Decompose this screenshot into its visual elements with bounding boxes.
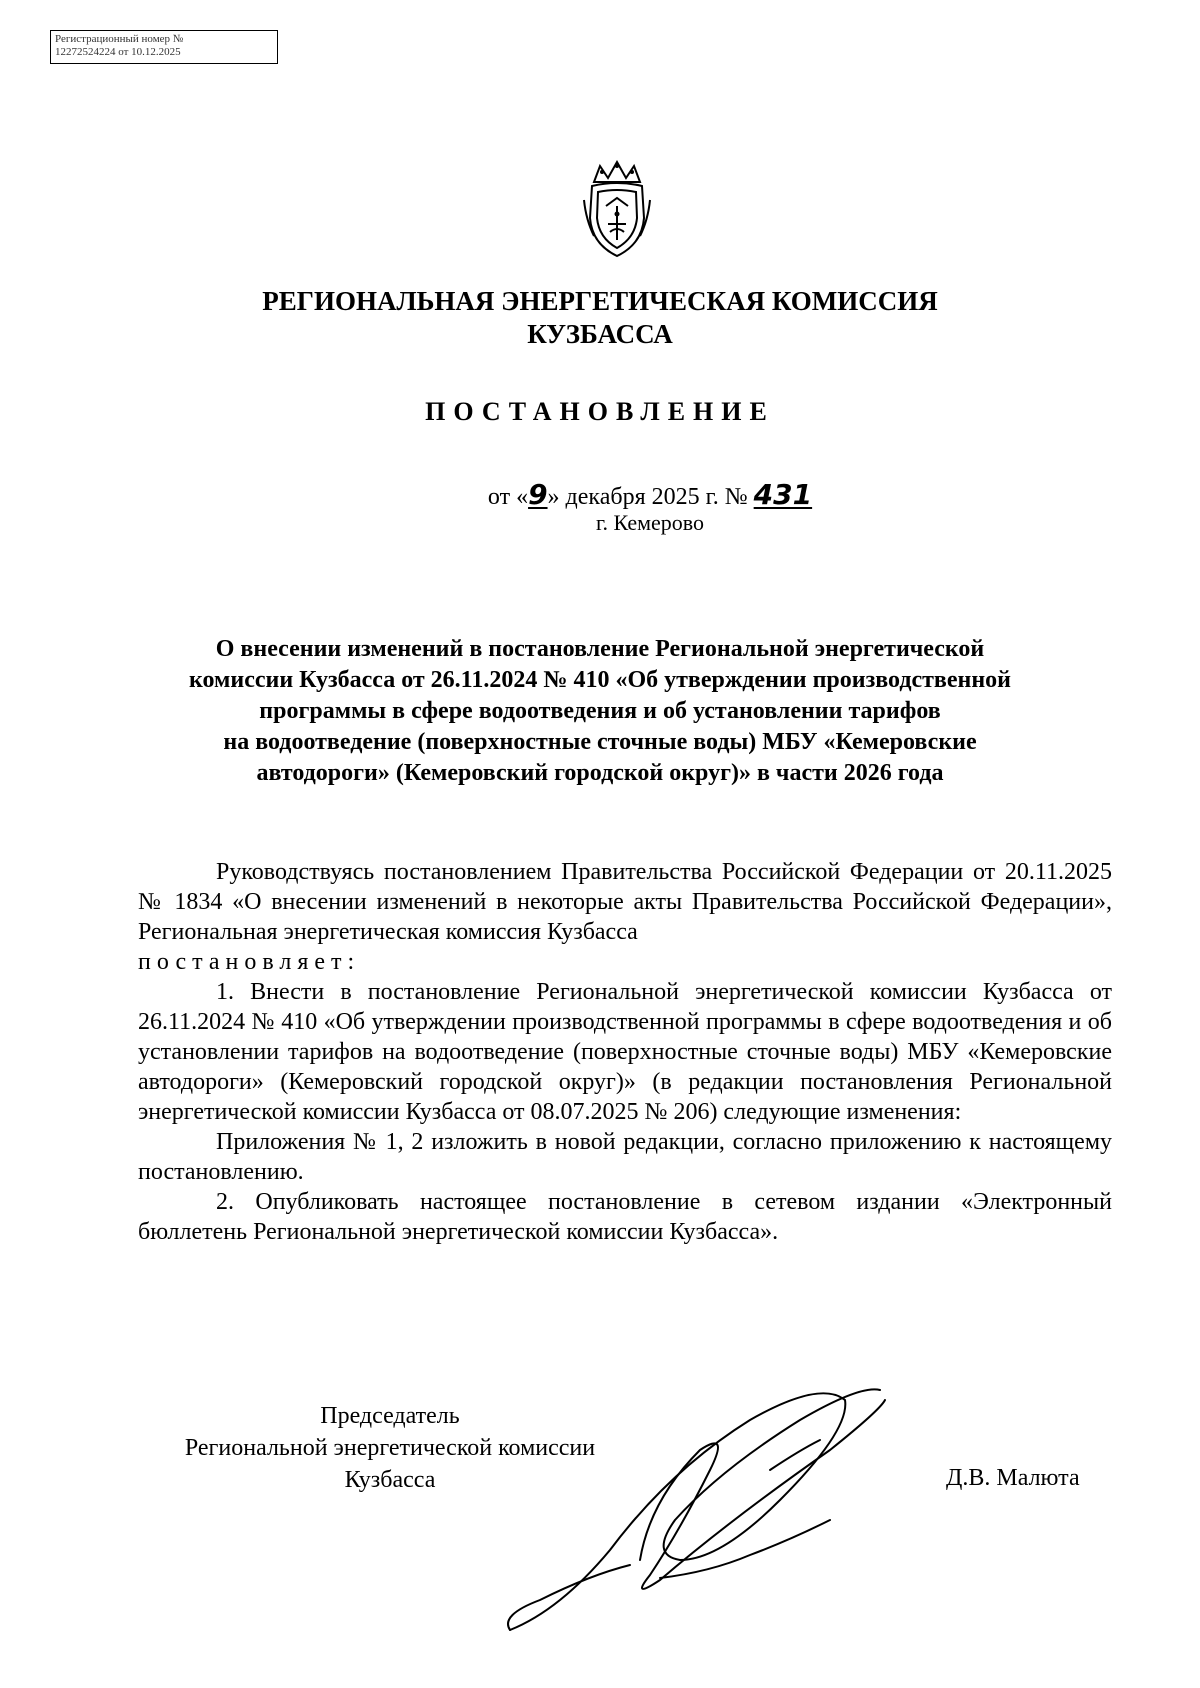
date-middle: » декабря 2025 г. №: [547, 484, 748, 510]
handwritten-signature: [500, 1360, 960, 1640]
position-line-3: Кузбасса: [344, 1467, 436, 1493]
coat-of-arms-icon: [580, 160, 654, 260]
handwritten-day: 9: [528, 478, 548, 511]
document-title: [120, 634, 1080, 789]
registration-line-2: 12272524224 от 10.12.2025: [55, 46, 181, 58]
position-line-1: Председатель: [320, 1403, 460, 1429]
preamble-text: Руководствуясь постановлением Правительства Российской Федерации от 20.11.2025 № 1834 «О внесении изменений в некоторые акты Правительства Российской Федерации», Региональная энергетическая комиссия Кузбасса: [138, 859, 1112, 945]
item-1-paragraph: 1. Внести в постановление Региональной энергетической комиссии Кузбасса от 26.11.2024 № 410 «Об утверждении производственной программы в сфере водоотведения и об установлении тарифов на водоотведение (поверхностные сточные воды) МБУ «Кемеровские автодороги» (Кемеровский городской округ)» (в редакции постановления Региональной энергетической комиссии Кузбасса от 08.07.2025 № 206) следующие изменения:: [138, 979, 1112, 1125]
date-prefix: от «: [487, 484, 529, 510]
title-line: программы в сфере водоотведения и об установлении тарифов: [259, 698, 941, 724]
title-line: на водоотведение (поверхностные сточные воды) МБУ «Кемеровские: [223, 729, 977, 755]
title-line: автодороги» (Кемеровский городской округ)» в части 2026 года: [256, 760, 944, 786]
position-line-2: Региональной энергетической комиссии: [184, 1435, 596, 1461]
item-2-paragraph: 2. Опубликовать настоящее постановление в сетевом издании «Электронный бюллетень Региональной энергетической комиссии Кузбасса».: [138, 1189, 1112, 1245]
title-line: комиссии Кузбасса от 26.11.2024 № 410 «Об утверждении производственной: [188, 667, 1012, 693]
registration-line-1: Регистрационный номер №: [55, 33, 184, 45]
preamble-paragraph: [138, 857, 1112, 977]
organization-name-line-1: РЕГИОНАЛЬНАЯ ЭНЕРГЕТИЧЕСКАЯ КОМИССИЯ: [262, 286, 938, 316]
registration-stamp: [50, 30, 278, 64]
document-body: [138, 857, 1112, 1247]
title-line: О внесении изменений в постановление Региональной энергетической: [215, 636, 985, 662]
resolves-word: постановляет:: [138, 949, 361, 975]
document-type: ПОСТАНОВЛЕНИЕ: [425, 397, 775, 426]
city: г. Кемерово: [595, 510, 705, 535]
organization-name: [150, 285, 1050, 351]
handwritten-number: 431: [753, 478, 813, 511]
organization-name-line-2: КУЗБАССА: [527, 319, 673, 349]
item-1-detail-paragraph: Приложения № 1, 2 изложить в новой редакции, согласно приложению к настоящему постановлению.: [138, 1129, 1112, 1185]
date-line: [400, 478, 900, 511]
signer-name: Д.В. Малюта: [946, 1465, 1080, 1491]
